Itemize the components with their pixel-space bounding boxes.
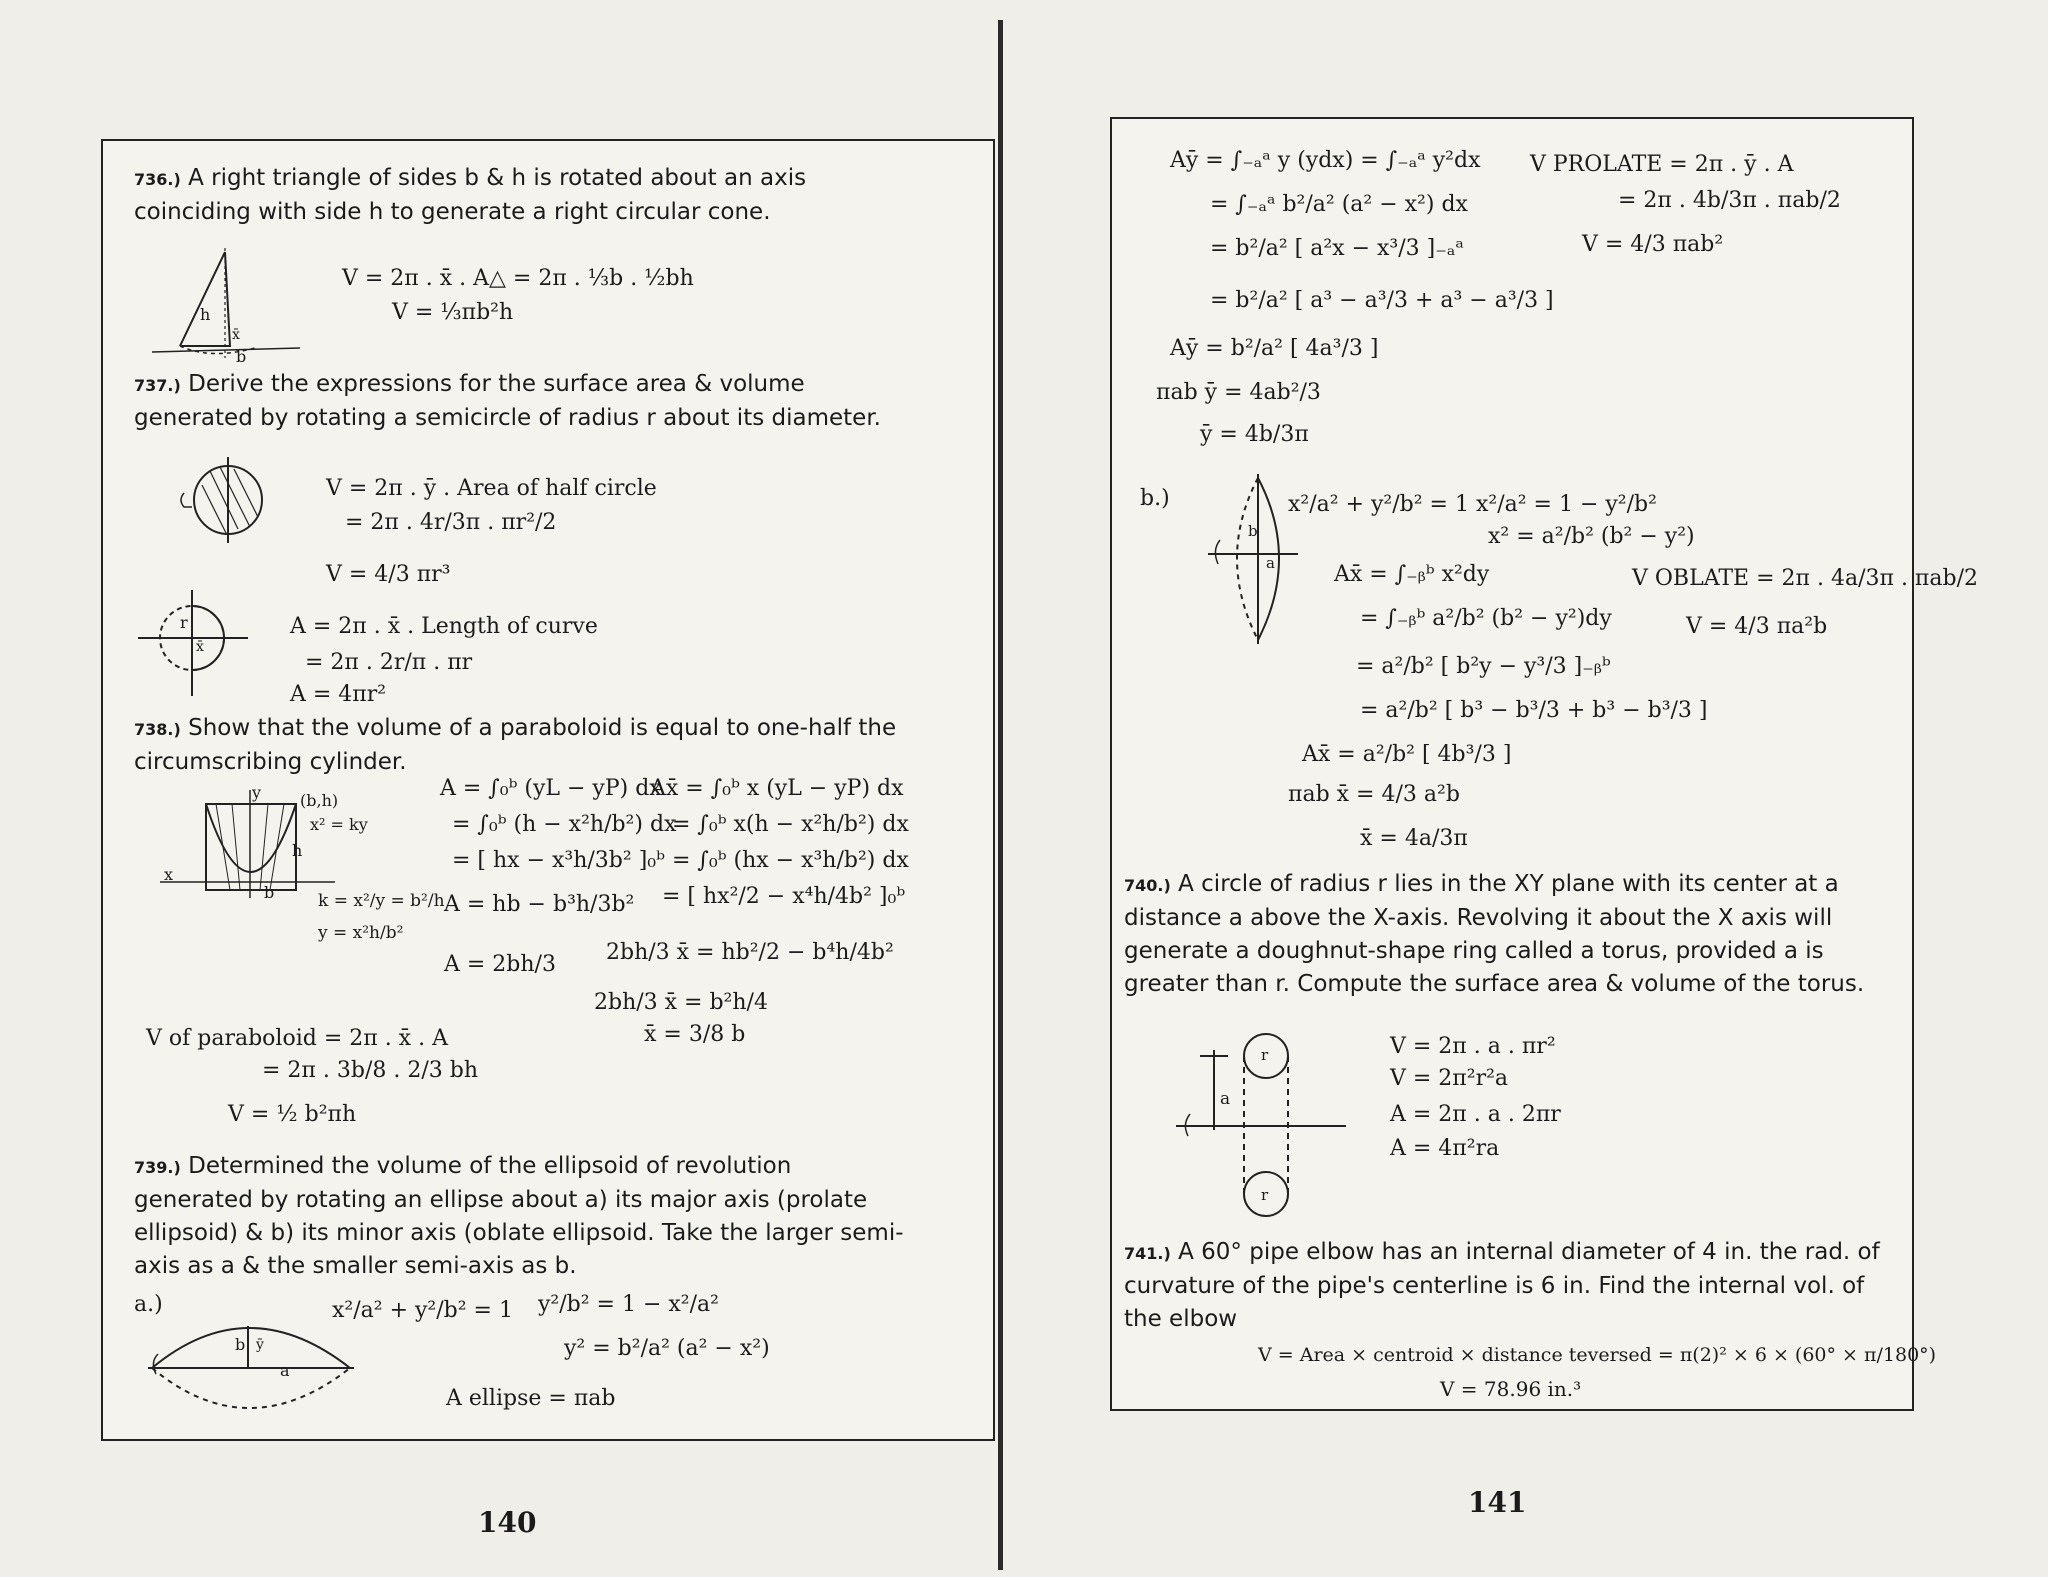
problem-739-cont-line-1: Aȳ = ∫₋ₐᵃ y (ydx) = ∫₋ₐᵃ y²dx: [1170, 148, 1481, 173]
problem-738-text: Show that the volume of a paraboloid is equal to one-half the circumscribing cylinder.: [134, 715, 897, 775]
problem-739-line-1: x²/a² + y²/b² = 1: [332, 1298, 513, 1323]
semicircle-label-xbar: x̄: [196, 639, 204, 655]
problem-737-number: 737.): [134, 376, 181, 395]
semicircle-axis-figure: [134, 588, 254, 698]
cone-triangle-figure: [150, 248, 310, 360]
problem-740-statement: [1124, 868, 1899, 1001]
prolate-line-2: = 2π . 4b/3π . πab/2: [1618, 188, 1841, 213]
paraboloid-note-6: y: [252, 783, 262, 802]
paraboloid-note-3: h: [292, 841, 303, 860]
oblate-line-3: Ax̄ = ∫₋ᵦᵇ x²dy: [1334, 562, 1490, 587]
oblate-line-1: x²/a² + y²/b² = 1 x²/a² = 1 − y²/b²: [1288, 492, 1657, 517]
problem-739-part-a: a.): [134, 1292, 163, 1317]
problem-737-area-line-1: A = 2π . x̄ . Length of curve: [290, 614, 598, 639]
paraboloid-note-4: b: [264, 883, 275, 902]
ellipse-label-b: b: [235, 1335, 246, 1354]
prolate-line-3: V = 4/3 πab²: [1582, 232, 1724, 257]
problem-739-part-b: b.): [1140, 486, 1170, 511]
prolate-line-1: V PROLATE = 2π . ȳ . A: [1530, 152, 1794, 177]
left-page-number: 140: [478, 1506, 537, 1539]
problem-738-col1-line-4: A = hb − b³h/3b²: [444, 892, 635, 917]
problem-741-text: A 60° pipe elbow has an internal diameter of 4 in. the rad. of curvature of the pipe's centerline is 6 in. Find the internal vol. of the elbow: [1124, 1239, 1880, 1332]
problem-738-number: 738.): [134, 720, 181, 739]
paraboloid-note-2: x² = ky: [310, 815, 368, 834]
problem-740-line-2: V = 2π²r²a: [1390, 1066, 1509, 1091]
oblate-label-a: a: [1266, 554, 1275, 572]
oblate-line-9: x̄ = 4a/3π: [1360, 826, 1468, 851]
problem-741-statement: [1124, 1236, 1899, 1336]
problem-739-cont-line-5: Aȳ = b²/a² [ 4a³/3 ]: [1170, 336, 1379, 361]
torus-label-r-top: r: [1261, 1046, 1269, 1064]
problem-737-area-line-3: A = 4πr²: [290, 682, 387, 707]
problem-740-line-4: A = 4π²ra: [1390, 1136, 1500, 1161]
problem-738-col1-line-3: = [ hx − x³h/3b² ]₀ᵇ: [452, 848, 665, 873]
problem-738-col1-line-1: A = ∫₀ᵇ (yL − yP) dx: [440, 776, 662, 801]
problem-736-line-2: V = ⅓πb²h: [392, 300, 514, 325]
problem-740-line-1: V = 2π . a . πr²: [1390, 1034, 1556, 1059]
problem-739-cont-line-2: = ∫₋ₐᵃ b²/a² (a² − x²) dx: [1210, 192, 1468, 217]
hatched-circle-figure: [176, 455, 286, 545]
problem-736-number: 736.): [134, 170, 181, 189]
problem-739-line-3: y² = b²/a² (a² − x²): [564, 1336, 770, 1361]
book-spine: [998, 20, 1003, 1570]
oblate-line-5: = a²/b² [ b²y − y³/3 ]₋ᵦᵇ: [1356, 654, 1611, 679]
problem-739-cont-line-6: πab ȳ = 4ab²/3: [1156, 380, 1321, 405]
problem-739-cont-line-4: = b²/a² [ a³ − a³/3 + a³ − a³/3 ]: [1210, 288, 1554, 313]
problem-738-col2-line-5: 2bh/3 x̄ = hb²/2 − b⁴h/4b²: [606, 940, 894, 965]
problem-738-col2-line-2: = ∫₀ᵇ x(h − x²h/b²) dx: [672, 812, 909, 837]
problem-739-statement: [134, 1150, 904, 1283]
problem-740-number: 740.): [1124, 876, 1171, 895]
semicircle-label-r: r: [180, 613, 188, 632]
oblate-line-8: πab x̄ = 4/3 a²b: [1288, 782, 1460, 807]
problem-736-statement: [134, 162, 904, 229]
problem-738-col1-line-2: = ∫₀ᵇ (h − x²h/b²) dx: [452, 812, 677, 837]
problem-741-number: 741.): [1124, 1244, 1171, 1263]
paraboloid-note-8: y = x²h/b²: [318, 923, 404, 943]
ellipse-figure: [148, 1300, 358, 1415]
paraboloid-note-7: k = x²/y = b²/h: [318, 891, 445, 911]
problem-738-col2-line-6: 2bh/3 x̄ = b²h/4: [594, 990, 768, 1015]
problem-741-line-1: V = Area × centroid × distance teversed = π(2)² × 6 × (60° × π/180°): [1258, 1344, 1937, 1366]
problem-738-col1-line-5: A = 2bh/3: [444, 952, 556, 977]
cone-label-b: b: [236, 347, 247, 366]
problem-739-cont-line-7: ȳ = 4b/3π: [1200, 422, 1309, 447]
oblate-volume-line-1: V OBLATE = 2π . 4a/3π . πab/2: [1632, 566, 1978, 591]
problem-738-volume-line-1: V of paraboloid = 2π . x̄ . A: [146, 1026, 448, 1051]
problem-737-area-line-2: = 2π . 2r/π . πr: [305, 650, 473, 675]
oblate-label-b: b: [1248, 522, 1258, 540]
problem-739-line-4: A ellipse = πab: [446, 1386, 616, 1411]
problem-738-col2-line-7: x̄ = 3/8 b: [644, 1022, 746, 1047]
problem-741-line-2: V = 78.96 in.³: [1440, 1377, 1582, 1401]
problem-737-volume-line-3: V = 4/3 πr³: [326, 562, 451, 587]
problem-739-number: 739.): [134, 1158, 181, 1177]
problem-736-text: A right triangle of sides b & h is rotated about an axis coinciding with side h to generate a right circular cone.: [134, 165, 807, 225]
right-page-number: 141: [1468, 1486, 1527, 1519]
paraboloid-note-1: (b,h): [300, 791, 339, 810]
problem-737-text: Derive the expressions for the surface area & volume generated by rotating a semicircle of radius r about its diameter.: [134, 371, 881, 431]
oblate-line-4: = ∫₋ᵦᵇ a²/b² (b² − y²)dy: [1360, 606, 1612, 631]
problem-738-col2-line-1: Ax̄ = ∫₀ᵇ x (yL − yP) dx: [650, 776, 904, 801]
oblate-line-6: = a²/b² [ b³ − b³/3 + b³ − b³/3 ]: [1360, 698, 1708, 723]
torus-label-a: a: [1220, 1089, 1231, 1109]
problem-737-volume-line-2: = 2π . 4r/3π . πr²/2: [345, 510, 557, 535]
problem-739-text: Determined the volume of the ellipsoid of revolution generated by rotating an ellipse about a) its major axis (prolate ellipsoid) & b) its minor axis (oblate ellipsoid. Take the larger semi-axis as a & the smaller semi-axis as b.: [134, 1153, 904, 1279]
torus-label-r-bottom: r: [1261, 1186, 1269, 1204]
problem-740-text: A circle of radius r lies in the XY plane with its center at a distance a above the X-axis. Revolving it about the X axis will generate a doughnut-shape ring called a torus, provided a is greater than r. Compute the surface area & volume of the torus.: [1124, 871, 1865, 997]
problem-737-volume-line-1: V = 2π . ȳ . Area of half circle: [326, 476, 657, 501]
problem-739-line-2: y²/b² = 1 − x²/a²: [538, 1292, 719, 1317]
problem-738-volume-line-2: = 2π . 3b/8 . 2/3 bh: [262, 1058, 478, 1083]
paraboloid-note-5: x: [164, 865, 174, 884]
problem-739-cont-line-3: = b²/a² [ a²x − x³/3 ]₋ₐᵃ: [1210, 236, 1464, 261]
ellipse-label-ybar: ȳ: [256, 1337, 264, 1353]
problem-738-statement: [134, 712, 904, 779]
oblate-volume-line-2: V = 4/3 πa²b: [1686, 614, 1828, 639]
problem-738-col2-line-3: = ∫₀ᵇ (hx − x³h/b²) dx: [672, 848, 909, 873]
oblate-line-2: x² = a²/b² (b² − y²): [1488, 524, 1695, 549]
problem-740-line-3: A = 2π . a . 2πr: [1390, 1102, 1561, 1127]
cone-label-xbar: x̄: [232, 327, 240, 343]
problem-736-line-1: V = 2π . x̄ . A△ = 2π . ⅓b . ½bh: [342, 266, 694, 291]
problem-737-statement: [134, 368, 904, 435]
cone-label-h: h: [200, 305, 211, 324]
problem-738-volume-line-3: V = ½ b²πh: [228, 1102, 357, 1127]
ellipse-label-a: a: [280, 1361, 290, 1380]
problem-738-col2-line-4: = [ hx²/2 − x⁴h/4b² ]₀ᵇ: [662, 884, 906, 909]
oblate-line-7: Ax̄ = a²/b² [ 4b³/3 ]: [1302, 742, 1512, 767]
